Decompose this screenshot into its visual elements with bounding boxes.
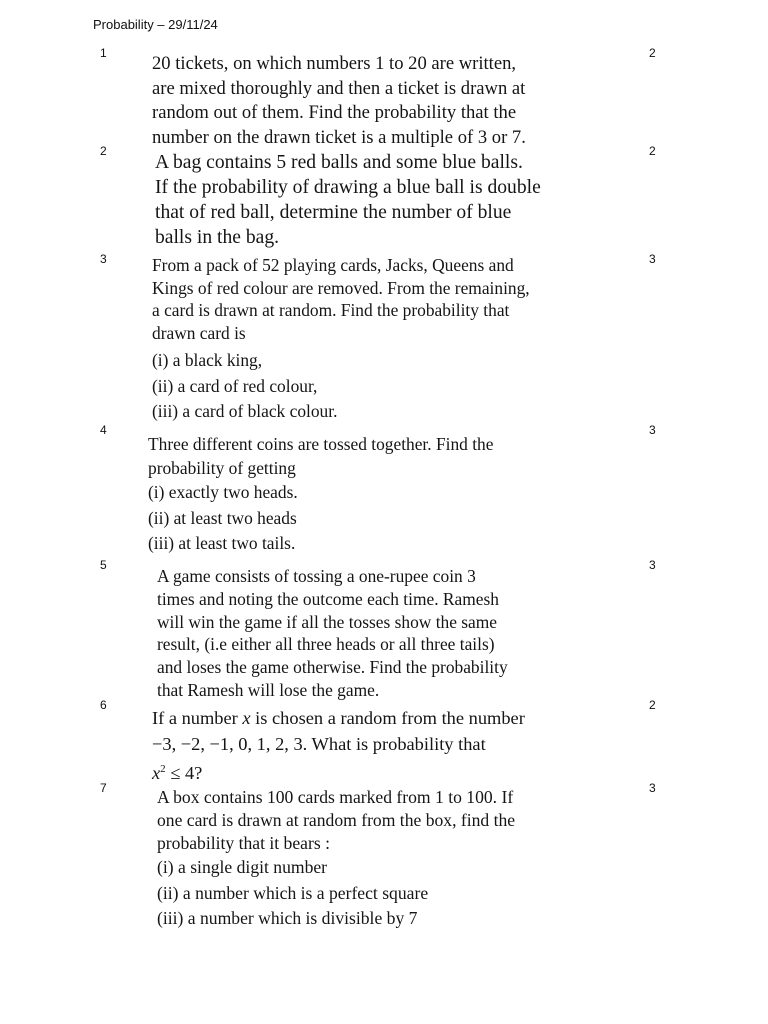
question-part: (i) exactly two heads. — [148, 482, 298, 502]
question-line: 20 tickets, on which numbers 1 to 20 are written, — [152, 53, 517, 74]
question-line: are mixed thoroughly and then a ticket is drawn at — [152, 77, 526, 99]
question-number-5: 5 — [100, 558, 107, 572]
question-line: one card is drawn at random from the box, find the — [157, 810, 516, 830]
question-number-4: 4 — [100, 423, 107, 437]
math-variable: x — [152, 763, 161, 784]
question-line: result, (i.e either all three heads or all three tails) — [157, 634, 495, 655]
question-5-text — [157, 565, 508, 702]
question-line: will win the game if all the tosses show the same — [157, 611, 498, 632]
question-part: (ii) at least two heads — [148, 507, 297, 528]
question-part: (iii) a number which is divisible by 7 — [157, 908, 418, 928]
question-marks-6: 2 — [649, 698, 656, 712]
question-marks-7: 3 — [649, 781, 656, 795]
question-line: drawn card is — [152, 322, 246, 343]
question-part: (i) a single digit number — [157, 857, 328, 877]
question-part: (iii) at least two tails. — [148, 533, 296, 553]
question-line: Three different coins are tossed together. Find the — [148, 434, 494, 454]
question-line: random out of them. Find the probability that the — [152, 102, 517, 123]
question-2-text — [155, 150, 541, 250]
question-text: is chosen a random from the number — [250, 708, 525, 728]
question-line: probability that it bears : — [157, 833, 330, 853]
question-line: From a pack of 52 playing cards, Jacks, Queens and — [152, 255, 514, 275]
question-1-text — [152, 52, 526, 150]
question-marks-3: 3 — [649, 252, 656, 266]
question-number-7: 7 — [100, 781, 107, 795]
question-line: A box contains 100 cards marked from 1 to 100. If — [157, 787, 514, 807]
question-number-1: 1 — [100, 46, 107, 60]
question-line: times and noting the outcome each time. Ramesh — [157, 588, 499, 609]
question-part: (i) a black king, — [152, 350, 263, 370]
question-line: balls in the bag. — [155, 227, 280, 248]
question-line: that of red ball, determine the number of blue — [155, 202, 512, 223]
question-text: If a number — [152, 708, 243, 728]
question-7-parts — [157, 855, 515, 932]
question-line: and loses the game otherwise. Find the probability — [157, 657, 508, 678]
page-title: Probability – 29/11/24 — [93, 17, 218, 32]
question-3-text — [152, 254, 530, 425]
question-line — [152, 706, 525, 732]
question-number-2: 2 — [100, 144, 107, 158]
question-7-text — [157, 786, 515, 932]
question-6-text — [152, 706, 525, 787]
question-part: (ii) a number which is a perfect square — [157, 882, 429, 903]
question-number-6: 6 — [100, 698, 107, 712]
question-line: Kings of red colour are removed. From the remaining, — [152, 277, 530, 298]
question-3-parts — [152, 348, 530, 425]
question-number-3: 3 — [100, 252, 107, 266]
question-line: number on the drawn ticket is a multiple of 3 or 7. — [152, 126, 526, 148]
question-4-text — [148, 432, 493, 557]
question-line: A game consists of tossing a one-rupee coin 3 — [157, 566, 476, 586]
question-line: a card is drawn at random. Find the probability that — [152, 300, 510, 320]
question-marks-4: 3 — [649, 423, 656, 437]
question-line: If the probability of drawing a blue ball is double — [155, 177, 541, 198]
math-variable: x — [242, 708, 251, 728]
question-line: that Ramesh will lose the game. — [157, 679, 380, 700]
question-part: (iii) a card of black colour. — [152, 401, 338, 421]
question-line: probability of getting — [148, 458, 296, 478]
question-line — [152, 757, 525, 787]
question-line: A bag contains 5 red balls and some blue balls. — [155, 152, 523, 173]
question-line: −3, −2, −1, 0, 1, 2, 3. What is probability that — [152, 733, 486, 754]
question-marks-2: 2 — [649, 144, 656, 158]
question-4-parts — [148, 480, 493, 557]
math-exponent: 2 — [160, 763, 166, 775]
question-marks-1: 2 — [649, 46, 656, 60]
question-part: (ii) a card of red colour, — [152, 375, 318, 396]
question-marks-5: 3 — [649, 558, 656, 572]
question-text: ≤ 4? — [165, 763, 203, 784]
